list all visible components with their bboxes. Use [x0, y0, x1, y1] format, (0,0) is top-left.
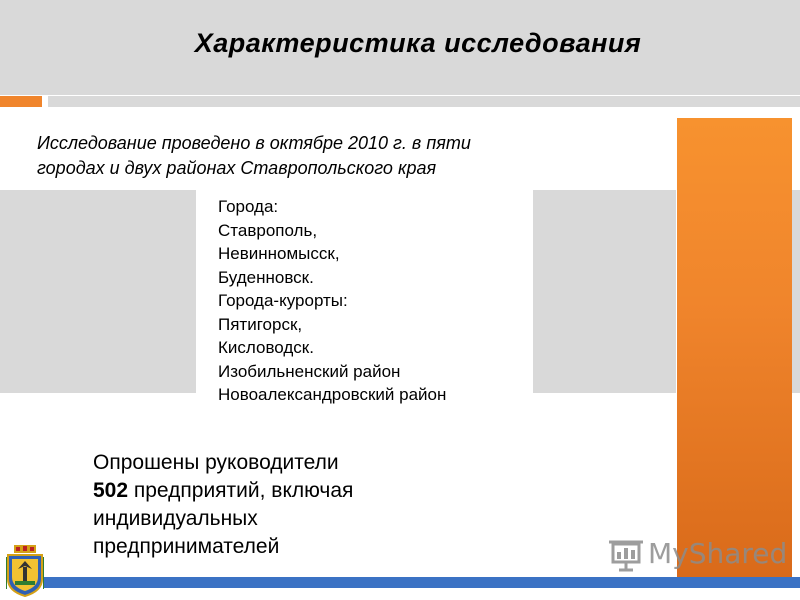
accent-gray-strip: [48, 96, 800, 107]
slide-title: Характеристика исследования: [194, 28, 642, 58]
footer-blue-strip: [44, 577, 800, 588]
intro-text: [37, 131, 597, 181]
cities-item: Кисловодск.: [218, 338, 314, 357]
gray-panel-left: [0, 190, 196, 393]
orange-side-bar: [677, 118, 792, 578]
intro-line-1: Исследование проведено в октябре 2010 г. в пяти: [37, 133, 471, 153]
cities-item: Пятигорск,: [218, 314, 303, 334]
surveyed-line-4: предпринимателей: [93, 535, 280, 558]
gray-panel-right: [792, 190, 800, 393]
surveyed-line-1: Опрошены руководители: [93, 451, 339, 474]
accent-orange-block: [0, 96, 42, 107]
surveyed-count: 502: [93, 479, 129, 502]
stavropol-coat-of-arms-icon: [6, 545, 44, 597]
cities-item: Буденновск.: [218, 267, 314, 287]
cities-item: Изобильненский район: [218, 361, 401, 381]
cities-list: [218, 195, 446, 407]
cities-item: Ставрополь,: [218, 220, 318, 240]
gray-panel-middle: [533, 190, 676, 393]
surveyed-line-3: индивидуальных: [93, 507, 258, 530]
cities-item: Города-курорты:: [218, 291, 348, 310]
cities-item: Новоалександровский район: [218, 385, 447, 404]
watermark-text: MyShared: [648, 537, 788, 570]
surveyed-text: [93, 449, 453, 561]
cities-item: Города:: [218, 197, 279, 216]
intro-line-2: городах и двух районах Ставропольского края: [37, 158, 437, 178]
cities-item: Невинномысск,: [218, 244, 340, 263]
surveyed-line-2-rest: предприятий, включая: [128, 479, 354, 502]
surveyed-line-2: [93, 477, 453, 505]
